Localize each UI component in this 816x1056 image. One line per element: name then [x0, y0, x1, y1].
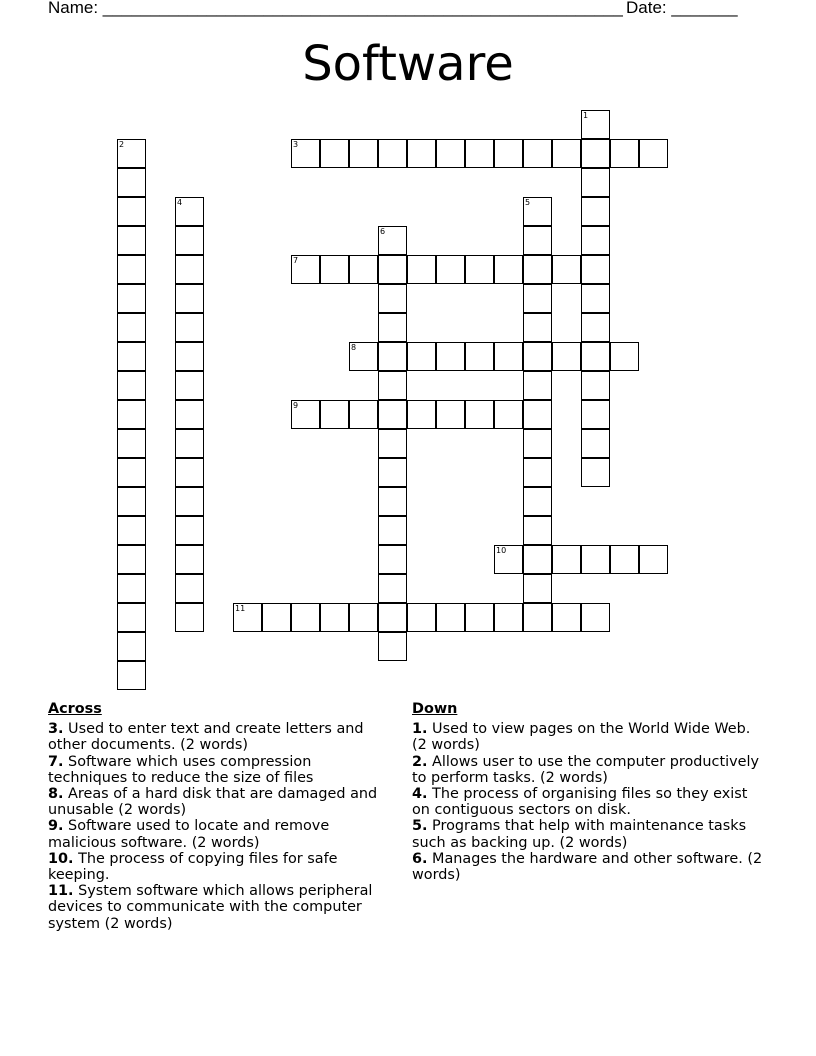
- clue-number: 4.: [412, 786, 428, 803]
- grid-cell[interactable]: [117, 661, 146, 690]
- grid-cell[interactable]: [291, 139, 320, 168]
- grid-cell[interactable]: [117, 516, 146, 545]
- grid-cell[interactable]: [523, 429, 552, 458]
- clue-number-label: 6: [380, 227, 386, 236]
- across-clues: [48, 701, 388, 932]
- down-clue: [412, 786, 767, 818]
- clue-text: Manages the hardware and other software. (2 words): [412, 850, 763, 884]
- clue-number-label: 9: [293, 401, 299, 410]
- grid-cell[interactable]: [494, 342, 523, 371]
- grid-cell[interactable]: [117, 458, 146, 487]
- grid-cell[interactable]: [523, 342, 552, 371]
- clue-number: 7.: [48, 753, 64, 770]
- grid-cell[interactable]: [117, 139, 146, 168]
- date-field[interactable]: Date: _______: [626, 0, 738, 17]
- clue-number-label: 1: [583, 111, 589, 120]
- clue-number: 6.: [412, 850, 428, 867]
- clue-number: 2.: [412, 753, 428, 770]
- across-clue: [48, 721, 388, 753]
- grid-cell[interactable]: [523, 313, 552, 342]
- grid-cell[interactable]: [552, 603, 581, 632]
- grid-cell[interactable]: [581, 255, 610, 284]
- grid-cell[interactable]: [117, 487, 146, 516]
- grid-cell[interactable]: [436, 603, 465, 632]
- grid-cell[interactable]: [494, 545, 523, 574]
- grid-cell[interactable]: [407, 603, 436, 632]
- grid-cell[interactable]: [523, 226, 552, 255]
- grid-cell[interactable]: [523, 284, 552, 313]
- grid-cell[interactable]: [552, 255, 581, 284]
- clue-number-label: 8: [351, 343, 357, 352]
- grid-cell[interactable]: [378, 574, 407, 603]
- grid-cell[interactable]: [175, 603, 204, 632]
- across-clue: [48, 883, 388, 932]
- grid-cell[interactable]: [175, 342, 204, 371]
- grid-cell[interactable]: [378, 139, 407, 168]
- grid-cell[interactable]: [436, 255, 465, 284]
- grid-cell[interactable]: [465, 255, 494, 284]
- grid-cell[interactable]: [175, 371, 204, 400]
- clue-text: Used to enter text and create letters and other documents. (2 words): [48, 721, 364, 754]
- grid-cell[interactable]: [378, 400, 407, 429]
- grid-cell[interactable]: [175, 255, 204, 284]
- grid-cell[interactable]: [581, 342, 610, 371]
- grid-cell[interactable]: [291, 400, 320, 429]
- grid-cell[interactable]: [523, 487, 552, 516]
- grid-cell[interactable]: [581, 168, 610, 197]
- grid-cell[interactable]: [117, 429, 146, 458]
- grid-cell[interactable]: [523, 197, 552, 226]
- grid-cell[interactable]: [494, 400, 523, 429]
- grid-cell[interactable]: [465, 603, 494, 632]
- clue-number: 9.: [48, 818, 64, 835]
- grid-cell[interactable]: [378, 516, 407, 545]
- grid-cell[interactable]: [117, 284, 146, 313]
- grid-cell[interactable]: [378, 545, 407, 574]
- grid-cell[interactable]: [378, 632, 407, 661]
- grid-cell[interactable]: [436, 342, 465, 371]
- grid-cell[interactable]: [581, 429, 610, 458]
- clue-text: Areas of a hard disk that are damaged and unusable (2 words): [48, 786, 378, 819]
- grid-cell[interactable]: [639, 139, 668, 168]
- grid-cell[interactable]: [552, 139, 581, 168]
- grid-cell[interactable]: [233, 603, 262, 632]
- grid-cell[interactable]: [465, 139, 494, 168]
- clue-number: 8.: [48, 786, 64, 803]
- grid-cell[interactable]: [117, 603, 146, 632]
- grid-cell[interactable]: [291, 255, 320, 284]
- grid-cell[interactable]: [610, 342, 639, 371]
- grid-cell[interactable]: [175, 458, 204, 487]
- clue-text: The process of organising files so they exist on contiguous sectors on disk.: [412, 786, 748, 819]
- clue-number: 10.: [48, 850, 74, 867]
- grid-cell[interactable]: [523, 603, 552, 632]
- clue-text: Programs that help with maintenance tasks such as backing up. (2 words): [412, 818, 747, 851]
- grid-cell[interactable]: [175, 574, 204, 603]
- down-clue: [412, 721, 767, 753]
- grid-cell[interactable]: [639, 545, 668, 574]
- grid-cell[interactable]: [378, 371, 407, 400]
- clue-number: 11.: [48, 883, 74, 900]
- grid-cell[interactable]: [117, 545, 146, 574]
- grid-cell[interactable]: [610, 545, 639, 574]
- grid-cell[interactable]: [523, 574, 552, 603]
- grid-cell[interactable]: [407, 139, 436, 168]
- clue-text: Allows user to use the computer productively to perform tasks. (2 words): [412, 753, 759, 786]
- grid-cell[interactable]: [349, 342, 378, 371]
- grid-cell[interactable]: [581, 545, 610, 574]
- clue-number-label: 4: [177, 198, 183, 207]
- grid-cell[interactable]: [378, 226, 407, 255]
- clue-number-label: 5: [525, 198, 531, 207]
- grid-cell[interactable]: [117, 168, 146, 197]
- grid-cell[interactable]: [117, 226, 146, 255]
- grid-cell[interactable]: [407, 342, 436, 371]
- grid-cell[interactable]: [117, 313, 146, 342]
- clue-text: System software which allows peripheral devices to communicate with the computer system (2 words): [48, 883, 373, 932]
- grid-cell[interactable]: [175, 487, 204, 516]
- grid-cell[interactable]: [117, 371, 146, 400]
- grid-cell[interactable]: [494, 139, 523, 168]
- grid-cell[interactable]: [581, 226, 610, 255]
- grid-cell[interactable]: [117, 632, 146, 661]
- grid-cell[interactable]: [117, 342, 146, 371]
- grid-cell[interactable]: [494, 603, 523, 632]
- grid-cell[interactable]: [117, 197, 146, 226]
- grid-cell[interactable]: [581, 313, 610, 342]
- page-title: Software: [302, 36, 514, 92]
- grid-cell[interactable]: [175, 516, 204, 545]
- down-heading: Down: [412, 701, 458, 717]
- grid-cell[interactable]: [175, 197, 204, 226]
- grid-cell[interactable]: [349, 400, 378, 429]
- grid-cell[interactable]: [581, 400, 610, 429]
- grid-cell[interactable]: [552, 342, 581, 371]
- across-heading: Across: [48, 701, 102, 717]
- grid-cell[interactable]: [494, 255, 523, 284]
- grid-cell[interactable]: [581, 458, 610, 487]
- grid-cell[interactable]: [523, 516, 552, 545]
- grid-cell[interactable]: [320, 139, 349, 168]
- clue-number-label: 2: [119, 140, 125, 149]
- grid-cell[interactable]: [175, 545, 204, 574]
- grid-cell[interactable]: [523, 255, 552, 284]
- grid-cell[interactable]: [175, 226, 204, 255]
- grid-cell[interactable]: [581, 110, 610, 139]
- grid-cell[interactable]: [407, 255, 436, 284]
- grid-cell[interactable]: [581, 139, 610, 168]
- clue-number: 1.: [412, 721, 428, 738]
- clue-number-label: 3: [293, 140, 299, 149]
- down-clue: [412, 754, 767, 786]
- grid-cell[interactable]: [291, 603, 320, 632]
- grid-cell[interactable]: [320, 603, 349, 632]
- across-clue: [48, 754, 388, 786]
- down-clue: [412, 818, 767, 850]
- clue-number: 5.: [412, 818, 428, 835]
- down-clues: [412, 701, 767, 883]
- grid-cell[interactable]: [378, 255, 407, 284]
- grid-cell[interactable]: [378, 487, 407, 516]
- grid-cell[interactable]: [581, 603, 610, 632]
- grid-cell[interactable]: [320, 400, 349, 429]
- grid-cell[interactable]: [465, 400, 494, 429]
- grid-cell[interactable]: [117, 574, 146, 603]
- grid-cell[interactable]: [581, 371, 610, 400]
- grid-cell[interactable]: [117, 255, 146, 284]
- grid-cell[interactable]: [320, 255, 349, 284]
- across-clue: [48, 786, 388, 818]
- grid-cell[interactable]: [378, 458, 407, 487]
- grid-cell[interactable]: [436, 400, 465, 429]
- grid-cell[interactable]: [175, 313, 204, 342]
- grid-cell[interactable]: [581, 197, 610, 226]
- grid-cell[interactable]: [581, 284, 610, 313]
- clue-number: 3.: [48, 721, 64, 738]
- grid-cell[interactable]: [407, 400, 436, 429]
- clue-number-label: 10: [496, 546, 507, 555]
- grid-cell[interactable]: [262, 603, 291, 632]
- clue-text: The process of copying files for safe keeping.: [48, 850, 338, 884]
- down-clue: [412, 851, 767, 883]
- grid-cell[interactable]: [378, 603, 407, 632]
- clue-text: Software which uses compression techniques to reduce the size of files: [48, 753, 314, 786]
- clue-number-label: 7: [293, 256, 299, 265]
- clue-number-label: 11: [235, 604, 246, 613]
- grid-cell[interactable]: [175, 400, 204, 429]
- across-clue: [48, 851, 388, 883]
- clue-text: Used to view pages on the World Wide Web. (2 words): [412, 721, 751, 754]
- grid-cell[interactable]: [552, 545, 581, 574]
- grid-cell[interactable]: [523, 400, 552, 429]
- grid-cell[interactable]: [523, 139, 552, 168]
- grid-cell[interactable]: [378, 313, 407, 342]
- grid-cell[interactable]: [523, 371, 552, 400]
- grid-cell[interactable]: [436, 139, 465, 168]
- grid-cell[interactable]: [349, 255, 378, 284]
- grid-cell[interactable]: [610, 139, 639, 168]
- grid-cell[interactable]: [349, 139, 378, 168]
- grid-cell[interactable]: [378, 342, 407, 371]
- grid-cell[interactable]: [465, 342, 494, 371]
- grid-cell[interactable]: [378, 284, 407, 313]
- grid-cell[interactable]: [523, 458, 552, 487]
- grid-cell[interactable]: [349, 603, 378, 632]
- name-field[interactable]: Name: _______________________________________________________: [48, 0, 623, 17]
- grid-cell[interactable]: [117, 400, 146, 429]
- grid-cell[interactable]: [175, 284, 204, 313]
- grid-cell[interactable]: [378, 429, 407, 458]
- grid-cell[interactable]: [523, 545, 552, 574]
- across-clue: [48, 818, 388, 850]
- grid-cell[interactable]: [175, 429, 204, 458]
- clue-text: Software used to locate and remove malicious software. (2 words): [48, 818, 330, 851]
